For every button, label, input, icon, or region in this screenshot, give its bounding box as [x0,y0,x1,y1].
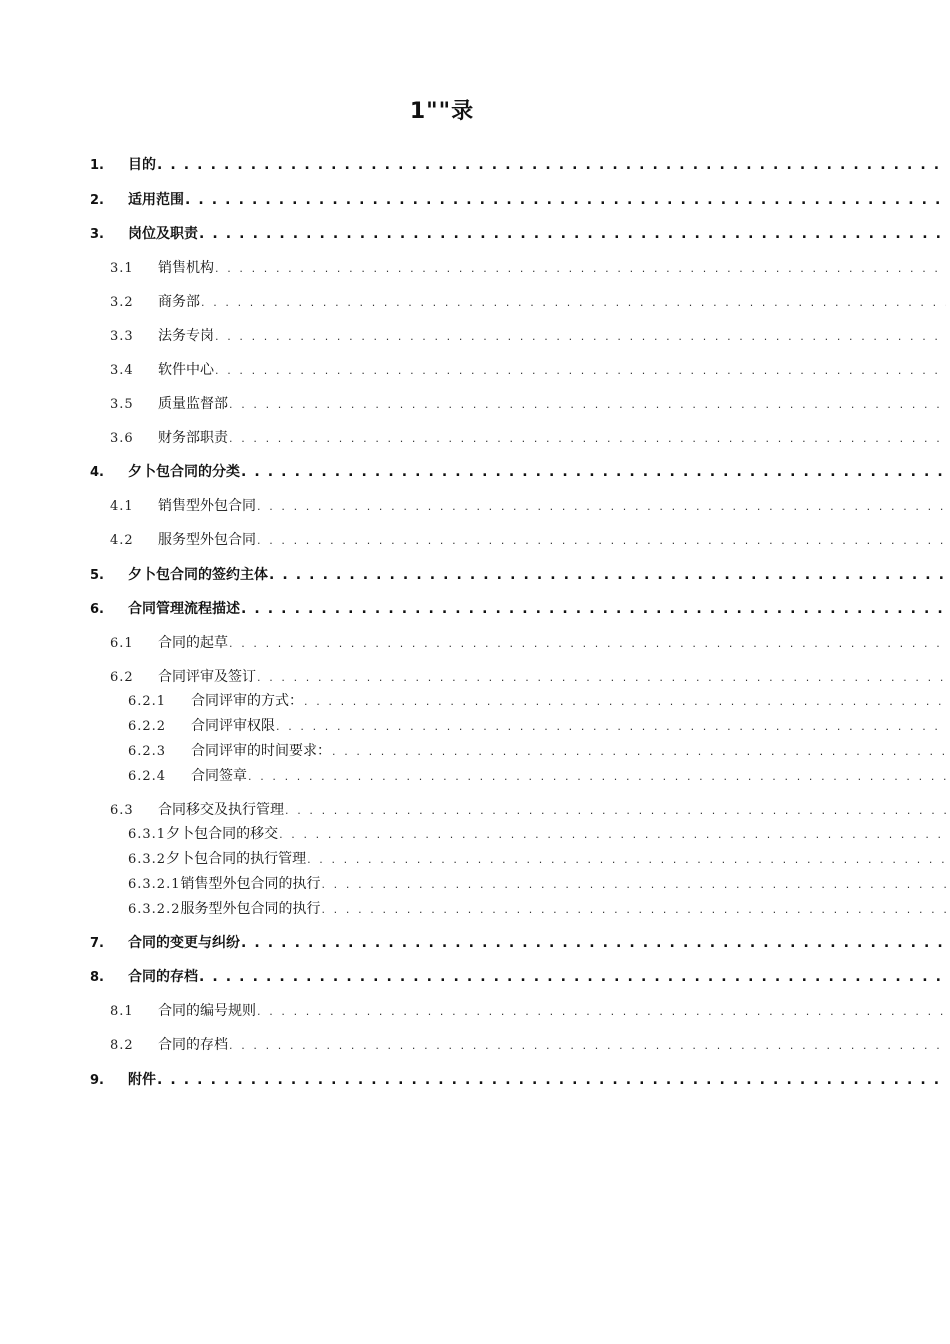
toc-entry-number: 9. [90,1073,104,1088]
toc-entry-number: 6.3 [110,803,134,818]
toc-entry-number: 3.4 [110,363,134,378]
toc-dot-leader [229,430,946,446]
toc-entry[interactable] [128,873,946,893]
toc-entry-label: 附件 [128,1072,156,1088]
toc-entry-number: 6.3.2.2 [128,902,181,917]
toc-entry-label: 合同的起草 [158,635,228,651]
toc-entry-number: 6.2.1 [128,694,167,709]
toc-dot-leader [229,635,946,651]
toc-dot-leader [304,693,946,709]
toc-entry-label: 夕卜包合同的分类 [128,464,240,480]
toc-entry[interactable] [90,932,946,952]
toc-entry[interactable] [110,325,946,345]
toc-entry-label: 适用范围 [128,192,184,208]
toc-entry-label: 法务专岗 [158,328,214,344]
toc-dot-leader [307,851,946,867]
toc-dot-leader [285,802,946,818]
toc-dot-leader [269,567,946,583]
toc-dot-leader [321,876,946,892]
toc-entry-number: 3. [90,227,104,242]
toc-dot-leader [241,464,946,480]
toc-entry-label: 销售机构 [158,260,214,276]
toc-entry-number: 6.2 [110,670,134,685]
toc-dot-leader [157,157,946,173]
toc-entry[interactable] [90,461,946,481]
toc-dot-leader [215,260,946,276]
toc-entry-label: 合同的编号规则 [158,1003,256,1019]
toc-entry-label: 合同签章 [191,768,247,784]
toc-dot-leader [229,1037,946,1053]
toc-entry[interactable] [110,359,946,379]
toc-entry[interactable] [90,1069,946,1089]
toc-dot-leader [257,532,946,548]
toc-entry-label: 服务型外包合同 [158,532,256,548]
toc-dot-leader [257,669,946,685]
toc-entry-number: 6.3.1 [128,827,167,842]
toc-entry-number: 6.1 [110,636,134,651]
toc-entry-number: 8.1 [110,1004,134,1019]
toc-dot-leader [332,743,946,759]
toc-entry-number: 6.3.2 [128,852,167,867]
toc-entry[interactable] [110,427,946,447]
toc-entry[interactable] [128,848,946,868]
toc-entry-label: 合同管理流程描述 [128,601,240,617]
toc-dot-leader [229,396,946,412]
toc-dot-leader [257,1003,946,1019]
toc-entry-number: 3.6 [110,431,134,446]
toc-entry[interactable] [90,598,946,618]
toc-entry-number: 3.3 [110,329,134,344]
toc-entry-number: 3.5 [110,397,134,412]
toc-dot-leader [241,601,946,617]
toc-entry[interactable] [90,966,946,986]
toc-entry-number: 2. [90,193,104,208]
toc-entry[interactable] [110,666,946,686]
toc-entry[interactable] [128,740,946,760]
toc-entry-label: 商务部 [158,294,200,310]
toc-entry[interactable] [110,1000,946,1020]
toc-entry-number: 6. [90,602,104,617]
toc-entry-label: 岗位及职责 [128,226,198,242]
toc-dot-leader [321,901,946,917]
toc-entry-label: 服务型外包合同的执行 [180,901,321,917]
toc-entry[interactable] [90,189,946,209]
toc-entry-label: 质量监督部 [158,396,228,412]
toc-entry[interactable] [90,223,946,243]
toc-entry[interactable] [110,257,946,277]
toc-entry[interactable] [110,529,946,549]
toc-entry-number: 3.1 [110,261,134,276]
toc-entry-label: 目的 [128,157,156,173]
toc-entry-number: 3.2 [110,295,134,310]
toc-entry-label: 夕卜包合同的签约主体 [128,567,268,583]
toc-entry-label: 合同评审及签订 [158,669,256,685]
toc-entry-number: 4.1 [110,499,134,514]
toc-entry[interactable] [110,291,946,311]
toc-entry-number: 5. [90,568,104,583]
toc-dot-leader [279,826,946,842]
toc-dot-leader [201,294,946,310]
toc-dot-leader [241,935,946,951]
toc-entry-label: 合同的存档 [128,969,198,985]
toc-entry[interactable] [128,765,946,785]
toc-dot-leader [248,768,946,784]
toc-entry-label: 合同的存档 [158,1037,228,1053]
toc-entry[interactable] [110,632,946,652]
toc-dot-leader [257,498,946,514]
toc-entry-label: 合同评审的方式： [191,693,303,709]
toc-entry-number: 6.2.3 [128,744,167,759]
toc-entry-number: 6.2.2 [128,719,167,734]
toc-entry-label: 合同评审权限 [191,718,275,734]
toc-entry-label: 夕卜包合同的执行管理 [166,851,307,867]
toc-entry-label: 软件中心 [158,362,214,378]
toc-entry-number: 4.2 [110,533,134,548]
toc-entry[interactable] [128,898,946,918]
toc-entry-number: 6.2.4 [128,769,167,784]
toc-entry-label: 销售型外包合同 [158,498,256,514]
toc-entry[interactable] [128,715,946,735]
toc-entry-label: 夕卜包合同的移交 [166,826,279,842]
toc-dot-leader [215,328,946,344]
toc-dot-leader [185,192,946,208]
toc-entry-label: 合同的变更与纠纷 [128,935,240,951]
toc-entry-label: 合同评审的时间要求： [191,743,331,759]
toc-dot-leader [199,226,946,242]
toc-entry[interactable] [128,690,946,710]
toc-entry-number: 7. [90,936,104,951]
toc-entry-label: 销售型外包合同的执行 [180,876,321,892]
toc-entry[interactable] [110,393,946,413]
toc-entry-label: 合同移交及执行管理 [158,802,284,818]
toc-entry[interactable] [110,495,946,515]
toc-entry[interactable] [90,154,946,174]
toc-dot-leader [199,969,946,985]
toc-dot-leader [157,1072,946,1088]
toc-entry-number: 1. [90,158,104,173]
toc-entry-label: 财务部职责 [158,430,228,446]
toc-entry[interactable] [128,823,946,843]
toc-entry-number: 6.3.2.1 [128,877,181,892]
toc-entry-number: 4. [90,465,104,480]
page-title: 1""录 [409,99,475,124]
toc-dot-leader [276,718,946,734]
toc-entry[interactable] [90,564,946,584]
toc-entry-number: 8.2 [110,1038,134,1053]
toc-entry[interactable] [110,799,946,819]
toc-dot-leader [215,362,946,378]
toc-entry[interactable] [110,1034,946,1054]
toc-entry-number: 8. [90,970,104,985]
